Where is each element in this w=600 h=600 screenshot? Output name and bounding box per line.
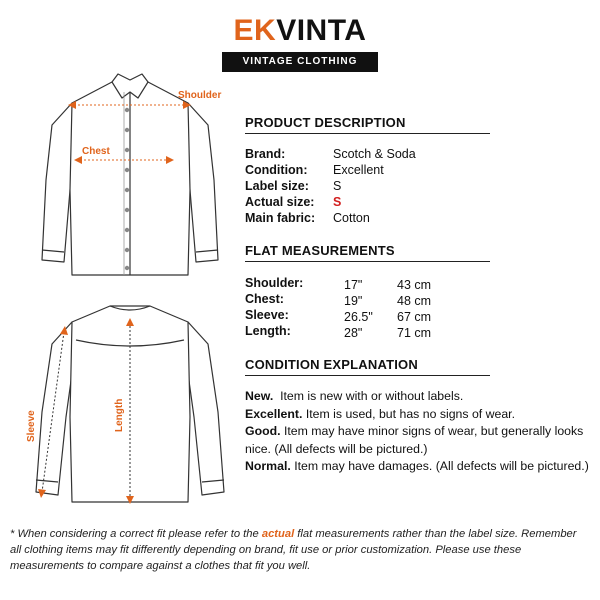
label-size-label: Label size:	[245, 179, 309, 193]
length-inches: 28"	[344, 326, 363, 340]
back-left-sleeve	[36, 322, 75, 495]
condition-term-new: New.	[245, 389, 274, 403]
condition-desc-normal: Item may have damages. (All defects will be pictured.)	[294, 459, 589, 473]
shirt-front-diagram	[20, 70, 245, 285]
condition-item-new	[245, 388, 590, 406]
flat-measurements-divider	[245, 261, 490, 262]
condition-desc-excellent: Item is used, but has no signs of wear.	[305, 406, 516, 421]
back-right-sleeve	[185, 322, 224, 495]
flat-measurements-title: FLAT MEASUREMENTS	[245, 243, 395, 258]
main-fabric-value: Cotton	[333, 211, 370, 225]
product-description-title: PRODUCT DESCRIPTION	[245, 115, 406, 130]
condition-term-good: Good.	[245, 424, 281, 438]
actual-size-label: Actual size:	[245, 195, 315, 209]
brand-value: Scotch & Soda	[333, 147, 416, 161]
sleeve-cm: 67 cm	[397, 310, 432, 324]
chest-cm: 48 cm	[397, 294, 432, 308]
condition-explanation-list	[245, 388, 590, 476]
sleeve-measure-label: Sleeve:	[245, 308, 289, 322]
brand-label: Brand:	[245, 147, 286, 161]
chest-inches: 19"	[344, 294, 363, 308]
logo-part-vinta: VINTA	[276, 14, 367, 47]
length-measure-label: Length:	[245, 324, 291, 338]
brand-logo	[0, 14, 600, 48]
footnote-before: * When considering a correct fit please refer to the	[10, 528, 262, 540]
brand-tagline: VINTAGE CLOTHING	[222, 52, 378, 72]
footnote-highlight: actual	[261, 528, 295, 540]
condition-item-excellent	[245, 406, 590, 424]
chest-measure-label: Chest:	[245, 292, 284, 306]
shirt-back-diagram	[20, 292, 245, 517]
condition-label: Condition:	[245, 163, 308, 177]
condition-explanation-divider	[245, 375, 490, 376]
condition-item-normal	[245, 458, 590, 476]
shoulder-cm: 43 cm	[397, 278, 432, 292]
actual-size-value: S	[333, 195, 342, 209]
label-size-value: S	[333, 179, 342, 193]
condition-term-excellent: Excellent.	[245, 406, 303, 421]
condition-desc-good: Item may have minor signs of wear, but generally looks nice. (All defects will be pictured.)	[245, 424, 584, 456]
main-fabric-label: Main fabric:	[245, 211, 316, 225]
chest-label: Chest	[82, 146, 110, 157]
product-description-divider	[245, 133, 490, 134]
condition-term-normal: Normal.	[245, 459, 291, 473]
shoulder-inches: 17"	[344, 278, 363, 292]
shoulder-label: Shoulder	[178, 90, 222, 101]
logo-part-ek: EK	[233, 14, 277, 47]
condition-value: Excellent	[333, 163, 384, 177]
fit-footnote	[10, 526, 590, 574]
length-label: Length	[114, 398, 125, 432]
length-cm: 71 cm	[397, 326, 432, 340]
shoulder-measure-label: Shoulder:	[245, 276, 304, 290]
condition-explanation-title: CONDITION EXPLANATION	[245, 357, 418, 372]
condition-item-good	[245, 423, 590, 458]
sleeve-inches: 26.5"	[344, 310, 373, 324]
sleeve-label: Sleeve	[26, 410, 37, 442]
footnote-after: flat measurements rather than the label size. Remember all clothing items may fit differently depending on brand, fit use or prior customization. Please use these measurements to compare against a clothes that fit you well.	[10, 528, 577, 572]
condition-desc-new: Item is new with or without labels.	[280, 389, 464, 403]
